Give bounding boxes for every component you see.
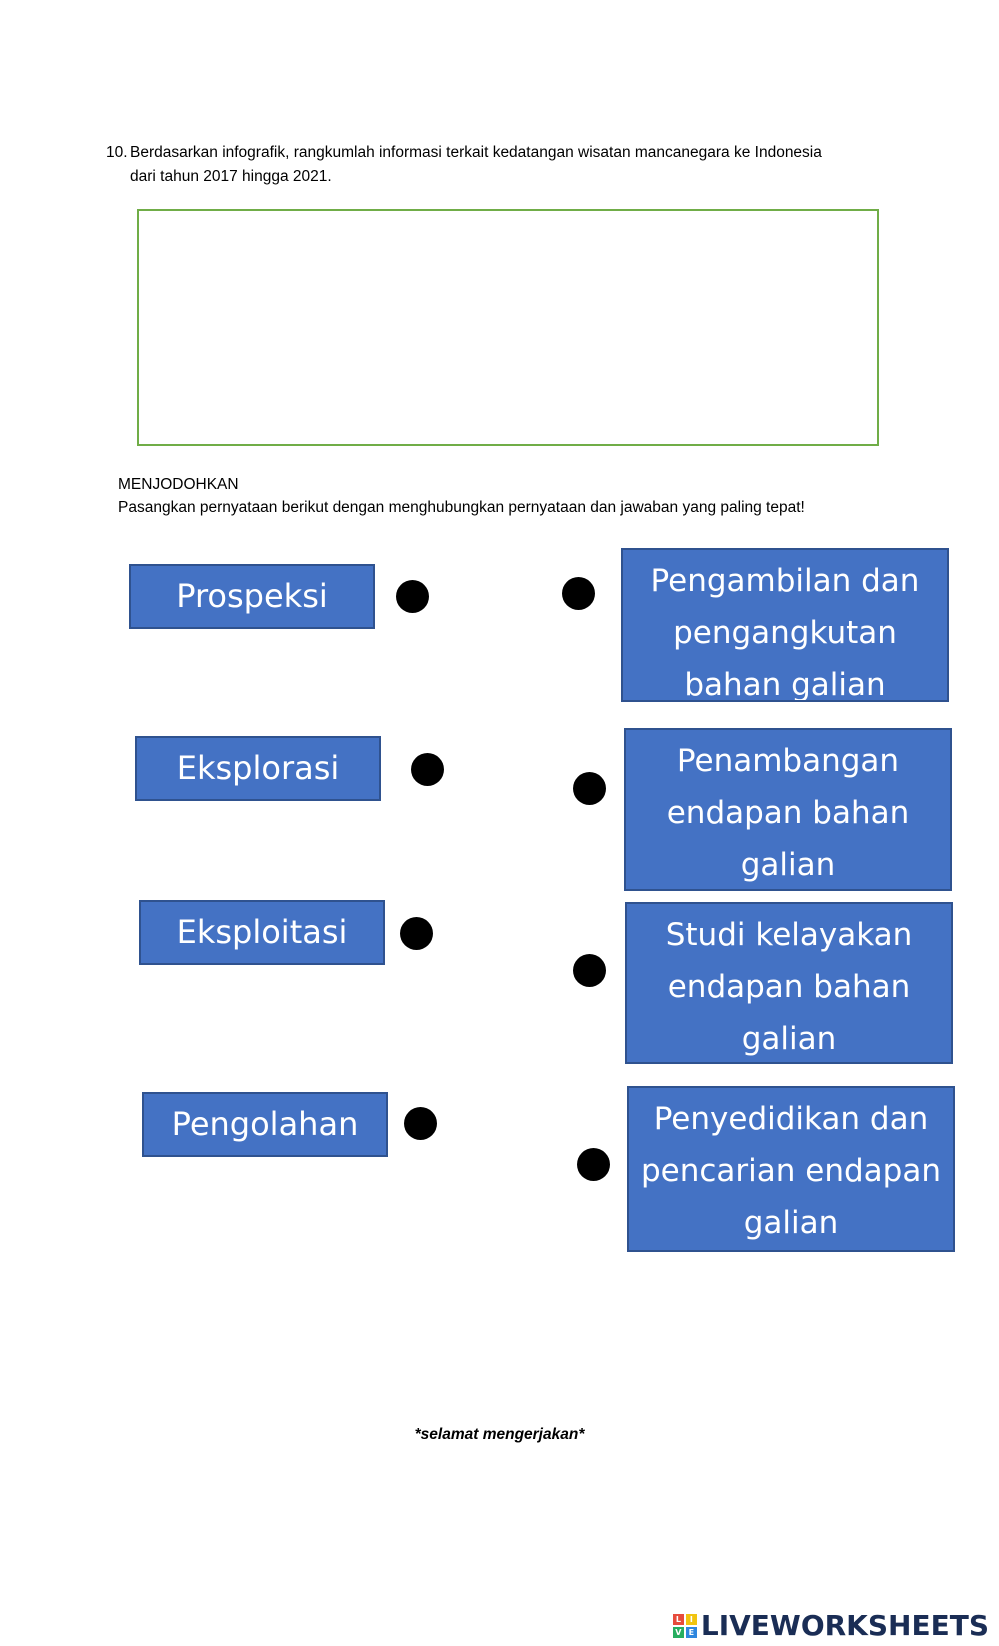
left-connector-dot-1[interactable] (396, 580, 429, 613)
left-item-prospeksi: Prospeksi (129, 564, 375, 629)
question-10 (106, 141, 886, 189)
question-line-2: dari tahun 2017 hingga 2021. (130, 168, 332, 185)
right-connector-dot-3[interactable] (573, 954, 606, 987)
left-item-pengolahan: Pengolahan (142, 1092, 388, 1157)
left-item-eksploitasi: Eksploitasi (139, 900, 385, 965)
question-text (130, 141, 886, 189)
left-connector-dot-4[interactable] (404, 1107, 437, 1140)
left-connector-dot-2[interactable] (411, 753, 444, 786)
right-connector-dot-4[interactable] (577, 1148, 610, 1181)
liveworksheets-logo-icon: L I V E (673, 1614, 697, 1638)
section-instruction: Pasangkan pernyataan berikut dengan menghubungkan pernyataan dan jawaban yang paling tepat! (118, 499, 805, 516)
right-connector-dot-2[interactable] (573, 772, 606, 805)
answer-text-box[interactable] (137, 209, 879, 446)
right-item-studi-kelayakan: Studi kelayakan endapan bahan galian (625, 902, 953, 1064)
right-item-pengambilan: Pengambilan dan pengangkutan bahan galian (621, 548, 949, 702)
left-connector-dot-3[interactable] (400, 917, 433, 950)
section-title: MENJODOHKAN (118, 476, 239, 493)
liveworksheets-logo (673, 1609, 989, 1642)
question-number: 10. (106, 144, 128, 161)
right-item-penyedidikan: Penyedidikan dan pencarian endapan galian (627, 1086, 955, 1252)
left-item-eksplorasi: Eksplorasi (135, 736, 381, 801)
question-line-1: Berdasarkan infografik, rangkumlah informasi terkait kedatangan wisatan mancanegara ke Indonesia (130, 144, 822, 161)
liveworksheets-wordmark: LIVEWORKSHEETS (700, 1609, 989, 1642)
right-connector-dot-1[interactable] (562, 577, 595, 610)
closing-message: *selamat mengerjakan* (414, 1426, 585, 1443)
right-item-penambangan: Penambangan endapan bahan galian (624, 728, 952, 891)
